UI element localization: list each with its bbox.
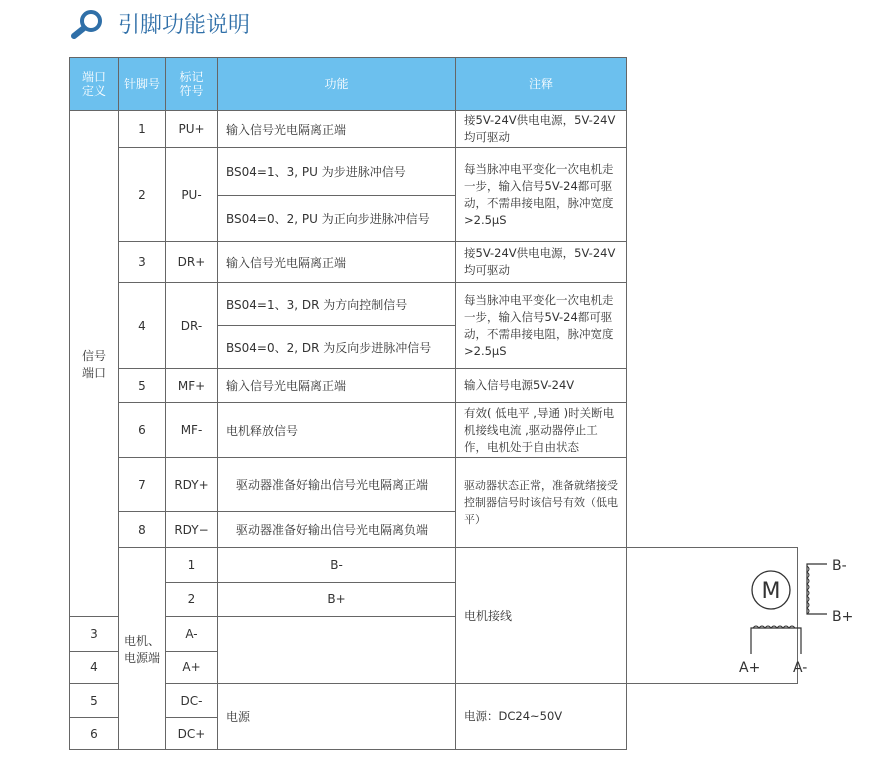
function: BS04=1、3, DR 为方向控制信号 [218,283,456,326]
function: 电源 [218,684,456,750]
group-motor: 电机、电源端 [119,548,166,750]
table-row [70,403,798,458]
header-pin: 针脚号 [119,58,166,111]
function: BS04=1、3, PU 为步进脉冲信号 [218,148,456,196]
b-plus-label: B+ [832,609,854,625]
note: 输入信号电源5V-24V [456,369,627,403]
pin: 4 [119,283,166,369]
pin: 6 [119,403,166,458]
function: BS04=0、2, PU 为正向步进脉冲信号 [218,196,456,242]
pin: 7 [119,458,166,512]
function: 输入信号光电隔离正端 [218,369,456,403]
table-row [70,684,798,718]
table-row [70,512,798,548]
a-minus-label: A- [793,660,808,676]
symbol: DR- [166,283,218,369]
wiring-diagram [627,548,854,684]
function: 电机接线 [456,548,627,684]
symbol: PU+ [166,111,218,148]
table-row [70,111,798,148]
note: 有效( 低电平 ,导通 )时关断电机接线电流 ,驱动器停止工作，电机处于自由状态 [456,403,627,458]
pin: 5 [119,369,166,403]
symbol: MF+ [166,369,218,403]
function: 输入信号光电隔离正端 [218,111,456,148]
b-minus-label: B- [832,558,847,574]
header-port: 端口定义 [70,58,119,111]
symbol: B- [218,548,456,583]
symbol: RDY− [166,512,218,548]
pin: 5 [70,684,119,718]
symbol: A+ [166,651,218,684]
function: BS04=0、2, DR 为反向步进脉冲信号 [218,326,456,369]
group-signal: 信号端口 [70,111,119,617]
note: 电源：DC24~50V [456,684,627,750]
page-title: 引脚功能说明 [118,13,251,38]
note: 接5V-24V供电电源，5V-24V均可驱动 [456,242,627,283]
symbol: DR+ [166,242,218,283]
symbol: DC+ [166,718,218,750]
symbol: DC- [166,684,218,718]
pin: 8 [119,512,166,548]
pin: 4 [70,651,119,684]
a-plus-label: A+ [739,660,761,676]
function: 输入信号光电隔离正端 [218,242,456,283]
header-note: 注释 [456,58,627,111]
function: 驱动器准备好输出信号光电隔离正端 [218,458,456,512]
pin: 1 [166,548,218,583]
motor-wiring-diagram [627,548,873,680]
table-row [70,148,798,196]
note: 接5V-24V供电电源，5V-24V均可驱动 [456,111,627,148]
section-title [70,8,250,39]
table-row [70,548,798,583]
table-row [70,458,798,512]
function: 电机释放信号 [218,403,456,458]
function: 驱动器准备好输出信号光电隔离负端 [218,512,456,548]
pin: 2 [119,148,166,242]
table-row [70,369,798,403]
note: 每当脉冲电平变化一次电机走一步，输入信号5V-24都可驱动，不需串接电阻，脉冲宽度>2.5μS [456,148,627,242]
symbol: PU- [166,148,218,242]
symbol: B+ [218,582,456,617]
note: 每当脉冲电平变化一次电机走一步，输入信号5V-24都可驱动，不需串接电阻，脉冲宽度>2.5μS [456,283,627,369]
pin: 6 [70,718,119,750]
symbol: A- [166,617,218,652]
table-row [70,242,798,283]
symbol: MF- [166,403,218,458]
pin: 1 [119,111,166,148]
header-function: 功能 [218,58,456,111]
pin: 3 [70,617,119,652]
pin: 2 [166,582,218,617]
motor-label: M [761,579,781,604]
note: 驱动器状态正常，准备就绪接受控制器信号时该信号有效（低电平） [456,458,627,548]
pin-function-table [69,57,854,750]
table-header [70,58,798,111]
pin: 3 [119,242,166,283]
header-symbol: 标记符号 [166,58,218,111]
table-row [70,283,798,326]
magnifier-icon [70,9,104,39]
symbol: RDY+ [166,458,218,512]
